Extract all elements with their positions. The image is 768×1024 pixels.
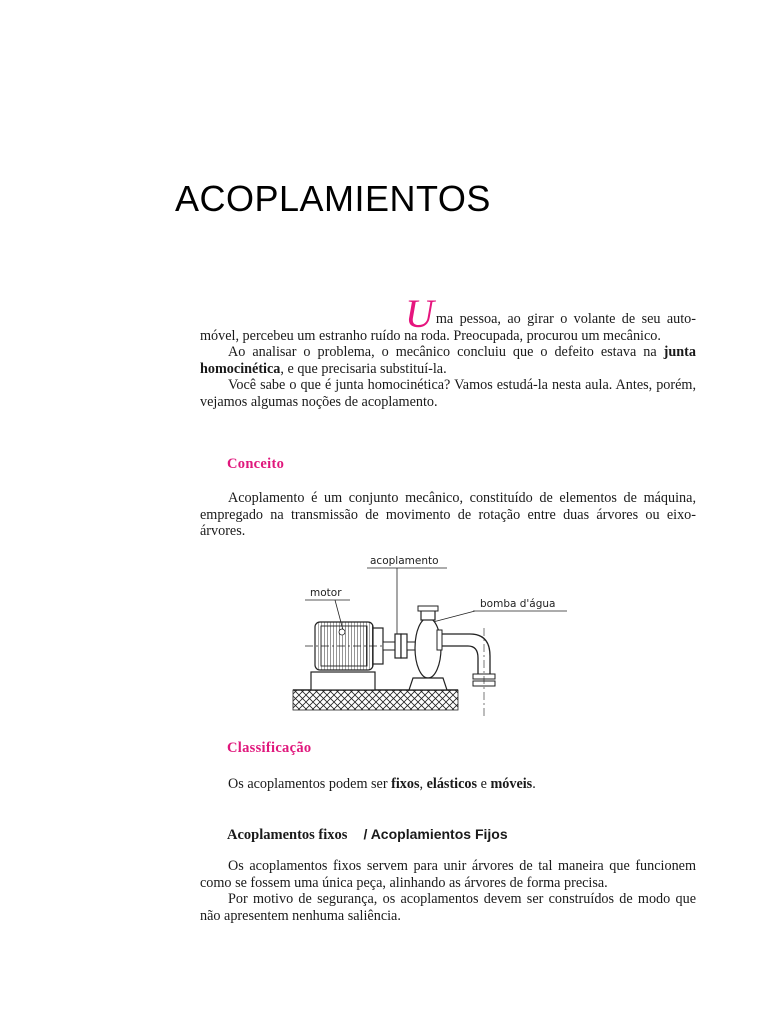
fixos-paragraph-2: Por motivo de segurança, os acoplamentos devem ser construídos de modo que não apresentem nenhuma saliência. — [200, 891, 696, 924]
term-fixos: fixos — [391, 776, 420, 792]
subsection-heading-fixos: Acoplamentos fixos / Acoplamientos Fijos — [227, 826, 508, 843]
fixos-text — [200, 858, 696, 924]
intro-line1: ma pessoa, ao girar o volante de seu auto- — [435, 311, 696, 327]
junta-homocinetica-term: junta homocinética — [200, 344, 696, 377]
intro-line2: móvel, percebeu um estranho ruído na roda. Preocupada, procurou um mecânico. — [200, 327, 661, 344]
term-moveis: móveis — [490, 776, 533, 792]
label-acoplamento: acoplamento — [370, 555, 439, 567]
section-heading-classificacao: Classificação — [227, 740, 312, 756]
term-elasticos: elásticos — [426, 776, 478, 792]
label-bomba: bomba d'água — [480, 598, 556, 610]
section-heading-conceito: Conceito — [227, 456, 285, 472]
label-motor: motor — [310, 587, 342, 599]
page-title: ACOPLAMIENTOS — [175, 178, 491, 219]
intro-paragraph-3: Você sabe o que é junta homocinética? Vamos estudá-la nesta aula. Antes, porém, vejamos algumas noções de acoplamento. — [200, 377, 696, 410]
intro-paragraph-2: Ao analisar o problema, o mecânico concluiu que o defeito estava na junta homocinética, e que precisaria substituí-la. — [200, 344, 696, 377]
drop-cap: U — [405, 291, 434, 336]
intro-text — [200, 291, 696, 411]
classificacao-text — [200, 776, 696, 793]
conceito-paragraph: Acoplamento é um conjunto mecânico, constituído de elementos de máquina, empregado na transmissão de movimento de rotação entre duas árvores ou eixo-árvores. — [200, 490, 696, 540]
fixos-paragraph-1: Os acoplamentos fixos servem para unir árvores de tal maneira que funcionem como se fossem uma única peça, alinhando as árvores de forma precisa. — [200, 858, 696, 891]
heading-translation: / Acoplamientos Fijos — [363, 826, 508, 842]
conceito-text — [200, 490, 696, 540]
classificacao-paragraph: Os acoplamentos podem ser fixos, elásticos e móveis. — [228, 776, 536, 792]
coupling-diagram — [285, 548, 585, 718]
